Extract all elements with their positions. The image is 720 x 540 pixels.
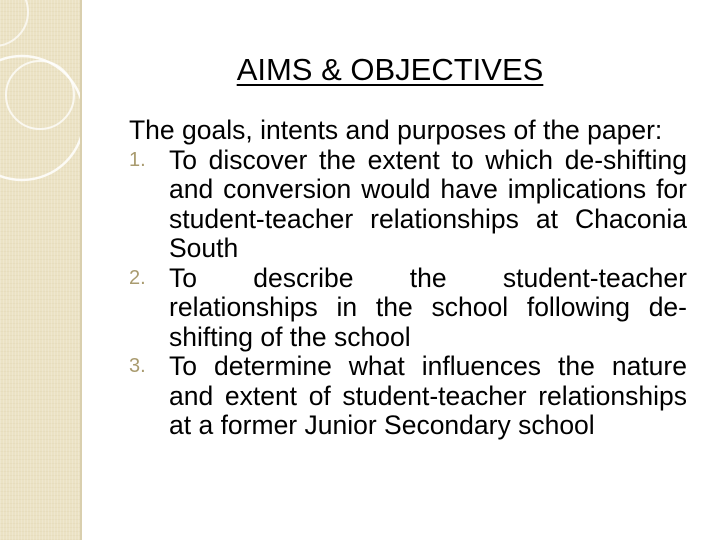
decorative-circles <box>0 0 80 540</box>
slide-body <box>129 116 687 441</box>
objective-number: 3. <box>129 355 146 377</box>
objective-text: To discover the extent to which de-shifting and conversion would have implications for student-teacher relationships at Chaconia South <box>169 144 687 263</box>
objective-number: 2. <box>129 266 146 289</box>
objective-item-2 <box>129 264 687 353</box>
intro-text: The goals, intents and purposes of the paper: <box>129 115 663 145</box>
slide-title: AIMS & OBJECTIVES <box>236 52 544 87</box>
objective-item-1 <box>129 146 687 264</box>
objective-text: To describe the student-teacher relationships in the school following de-shifting of the school <box>169 262 687 352</box>
decorative-sidebar <box>0 0 80 540</box>
objective-number: 1. <box>129 148 146 171</box>
objective-text: To determine what influences the nature and extent of student-teacher relationships at a former Junior Secondary school <box>169 351 687 440</box>
sidebar-divider <box>80 0 82 540</box>
objective-item-3 <box>129 352 687 441</box>
